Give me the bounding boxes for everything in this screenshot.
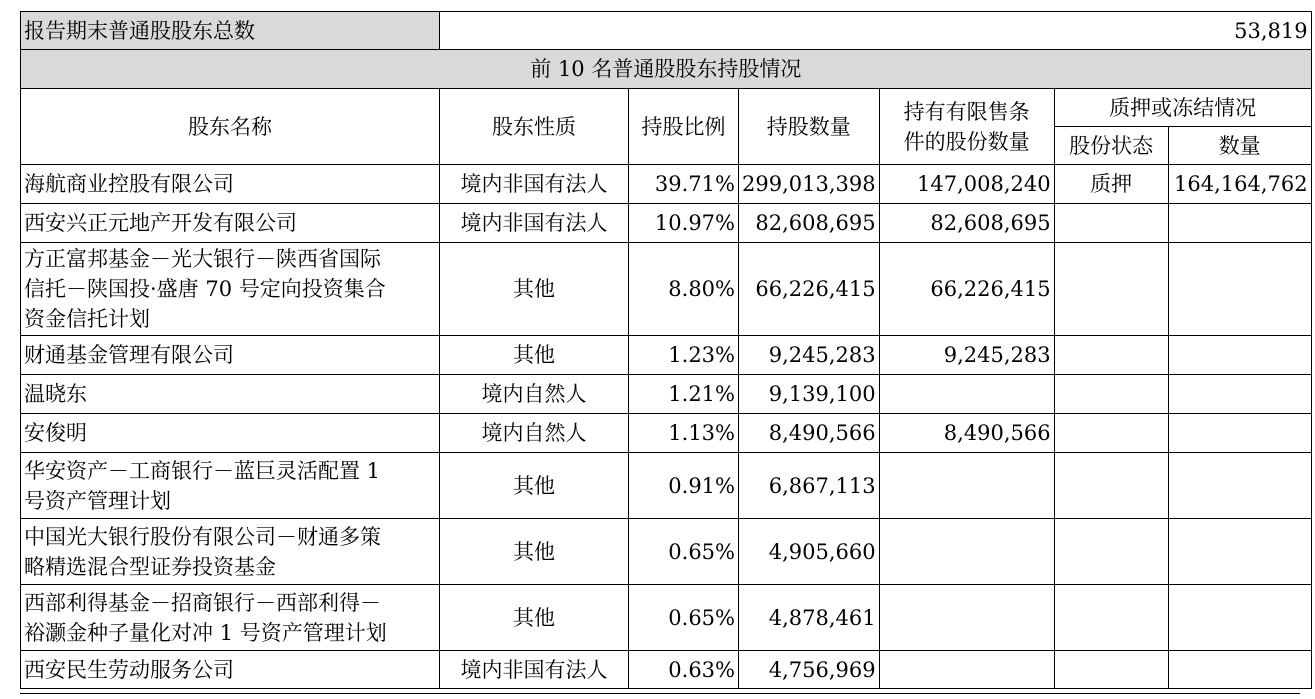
cell-pledge-status <box>1054 336 1168 375</box>
table-row <box>21 453 1312 519</box>
cell-restricted <box>879 453 1054 519</box>
header-pledge-status: 股份状态 <box>1054 127 1168 165</box>
cell-ratio: 1.13% <box>629 414 739 453</box>
cell-pledge-status <box>1054 585 1168 651</box>
table-row <box>21 243 1312 336</box>
cell-nature: 其他 <box>440 453 629 519</box>
cell-quantity: 4,878,461 <box>739 585 880 651</box>
table-row <box>21 585 1312 651</box>
cell-name: 安俊明 <box>21 414 440 453</box>
section-title-row <box>21 50 1312 89</box>
header-row-1 <box>21 89 1312 127</box>
cell-name: 方正富邦基金－光大银行－陕西省国际 信托－陕国投·盛唐 70 号定向投资集合 资金信托计划 <box>21 243 440 336</box>
cell-pledge-status <box>1054 243 1168 336</box>
cell-quantity: 8,490,566 <box>739 414 880 453</box>
cell-restricted <box>879 585 1054 651</box>
table-bottom-border <box>20 693 1300 694</box>
cell-pledge-quantity <box>1168 585 1311 651</box>
cell-ratio: 0.65% <box>629 519 739 585</box>
cell-restricted <box>879 519 1054 585</box>
cell-pledge-quantity <box>1168 519 1311 585</box>
table-row <box>21 204 1312 243</box>
cell-quantity: 9,139,100 <box>739 375 880 414</box>
cell-ratio: 1.23% <box>629 336 739 375</box>
cell-name: 财通基金管理有限公司 <box>21 336 440 375</box>
header-nature: 股东性质 <box>440 89 629 165</box>
table-row <box>21 651 1312 689</box>
cell-nature: 其他 <box>440 585 629 651</box>
cell-restricted <box>879 651 1054 689</box>
cell-name: 西安兴正元地产开发有限公司 <box>21 204 440 243</box>
total-shareholders-label: 报告期末普通股股东总数 <box>21 12 440 50</box>
cell-quantity: 82,608,695 <box>739 204 880 243</box>
cell-pledge-status <box>1054 375 1168 414</box>
cell-pledge-status <box>1054 453 1168 519</box>
header-quantity: 持股数量 <box>739 89 880 165</box>
shareholder-table <box>20 11 1312 689</box>
cell-restricted <box>879 375 1054 414</box>
cell-pledge-quantity: 164,164,762 <box>1168 165 1311 204</box>
cell-restricted: 9,245,283 <box>879 336 1054 375</box>
cell-pledge-status <box>1054 414 1168 453</box>
cell-restricted: 147,008,240 <box>879 165 1054 204</box>
cell-name: 西安民生劳动服务公司 <box>21 651 440 689</box>
table-row <box>21 165 1312 204</box>
table-row <box>21 519 1312 585</box>
cell-ratio: 0.91% <box>629 453 739 519</box>
cell-name: 华安资产－工商银行－蓝巨灵活配置 1 号资产管理计划 <box>21 453 440 519</box>
table-row <box>21 414 1312 453</box>
header-pledge-group: 质押或冻结情况 <box>1054 89 1311 127</box>
cell-quantity: 299,013,398 <box>739 165 880 204</box>
cell-pledge-status <box>1054 651 1168 689</box>
cell-name: 中国光大银行股份有限公司－财通多策 略精选混合型证券投资基金 <box>21 519 440 585</box>
cell-restricted: 66,226,415 <box>879 243 1054 336</box>
cell-ratio: 0.65% <box>629 585 739 651</box>
cell-ratio: 0.63% <box>629 651 739 689</box>
cell-ratio: 39.71% <box>629 165 739 204</box>
total-shareholders-value: 53,819 <box>440 12 1312 50</box>
cell-name: 西部利得基金－招商银行－西部利得－ 裕灏金种子量化对冲 1 号资产管理计划 <box>21 585 440 651</box>
cell-pledge-quantity <box>1168 414 1311 453</box>
cell-pledge-quantity <box>1168 336 1311 375</box>
cell-pledge-status <box>1054 519 1168 585</box>
table-row <box>21 375 1312 414</box>
cell-nature: 其他 <box>440 336 629 375</box>
cell-name: 海航商业控股有限公司 <box>21 165 440 204</box>
cell-nature: 其他 <box>440 243 629 336</box>
cell-pledge-status: 质押 <box>1054 165 1168 204</box>
cell-pledge-quantity <box>1168 651 1311 689</box>
cell-nature: 境内非国有法人 <box>440 651 629 689</box>
cell-ratio: 8.80% <box>629 243 739 336</box>
header-name: 股东名称 <box>21 89 440 165</box>
header-ratio: 持股比例 <box>629 89 739 165</box>
cell-nature: 境内自然人 <box>440 375 629 414</box>
table-row <box>21 336 1312 375</box>
cell-nature: 境内自然人 <box>440 414 629 453</box>
cell-restricted: 82,608,695 <box>879 204 1054 243</box>
cell-nature: 境内非国有法人 <box>440 165 629 204</box>
header-restricted: 持有有限售条 件的股份数量 <box>879 89 1054 165</box>
cell-pledge-quantity <box>1168 453 1311 519</box>
cell-quantity: 4,756,969 <box>739 651 880 689</box>
cell-nature: 境内非国有法人 <box>440 204 629 243</box>
cell-ratio: 10.97% <box>629 204 739 243</box>
cell-nature: 其他 <box>440 519 629 585</box>
cell-ratio: 1.21% <box>629 375 739 414</box>
cell-quantity: 6,867,113 <box>739 453 880 519</box>
cell-quantity: 66,226,415 <box>739 243 880 336</box>
cell-name: 温晓东 <box>21 375 440 414</box>
cell-restricted: 8,490,566 <box>879 414 1054 453</box>
cell-pledge-quantity <box>1168 204 1311 243</box>
cell-pledge-quantity <box>1168 243 1311 336</box>
cell-quantity: 4,905,660 <box>739 519 880 585</box>
cell-pledge-status <box>1054 204 1168 243</box>
summary-row <box>21 12 1312 50</box>
header-pledge-quantity: 数量 <box>1168 127 1311 165</box>
cell-quantity: 9,245,283 <box>739 336 880 375</box>
section-title: 前 10 名普通股股东持股情况 <box>21 50 1312 89</box>
cell-pledge-quantity <box>1168 375 1311 414</box>
